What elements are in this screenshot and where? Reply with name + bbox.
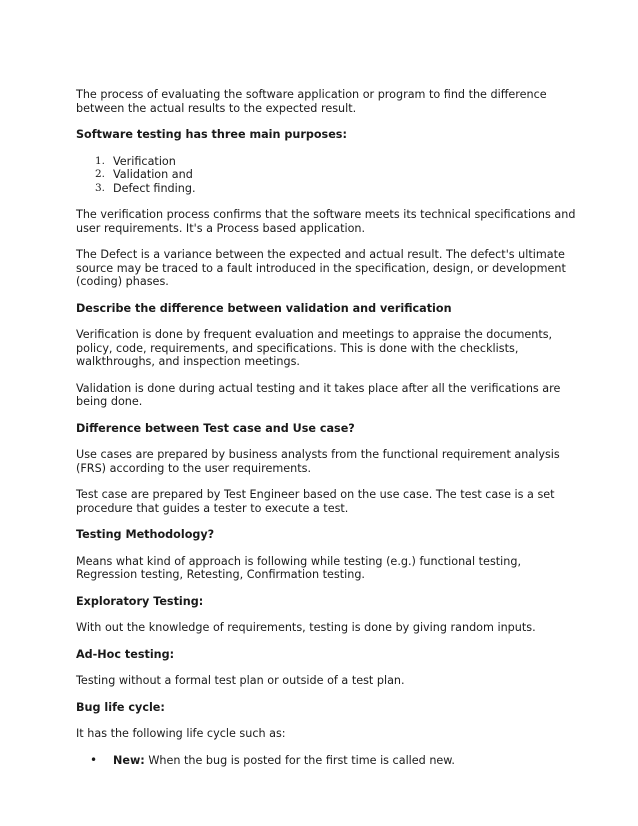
list-item [95, 182, 576, 196]
tc-uc-heading: Difference between Test case and Use case? [76, 421, 355, 435]
list-item-text [113, 754, 455, 768]
defect-paragraph: The Defect is a variance between the expected and actual result. The defect's ultimate source may be traced to a fault introduced in the specification, design, or development (coding) phases. [76, 248, 566, 288]
purposes-heading: Software testing has three main purposes: [76, 128, 347, 141]
list-number: 1. [95, 154, 106, 167]
adhoc-heading: Ad-Hoc testing: [76, 647, 175, 661]
list-item-text: Verification [113, 154, 176, 168]
list-number: 3. [95, 181, 106, 194]
list-item-text: Validation and [113, 168, 193, 181]
document-page [76, 88, 576, 767]
state-term: New: [113, 753, 145, 767]
exploratory-heading: Exploratory Testing: [76, 594, 204, 608]
test-case-paragraph: Test case are prepared by Test Engineer based on the use case. The test case is a set procedure that guides a tester to execute a test. [76, 488, 555, 515]
bug-paragraph: It has the following life cycle such as: [76, 727, 286, 740]
list-number: 2. [95, 168, 106, 180]
verification-paragraph: The verification process confirms that the software meets its technical specifications and user requirements. It's a Process based application. [76, 208, 576, 235]
intro-paragraph: The process of evaluating the software application or program to find the difference between the actual results to the expected result. [76, 88, 547, 115]
methodology-heading: Testing Methodology? [76, 528, 215, 541]
list-item [90, 754, 576, 768]
purposes-list [76, 155, 576, 196]
state-description: When the bug is posted for the first time is called new. [144, 753, 455, 767]
methodology-paragraph: Means what kind of approach is following while testing (e.g.) functional testing, Regression testing, Retesting, Confirmation testing. [76, 554, 522, 581]
bug-states-list [76, 754, 576, 768]
verification-description: Verification is done by frequent evaluation and meetings to appraise the documents, policy, code, requirements, and specifications. This is done with the checklists, walkthroughs, and inspection meetings. [76, 328, 553, 368]
vv-heading: Describe the difference between validation and verification [76, 301, 452, 315]
list-item-text: Defect finding. [113, 181, 196, 195]
list-item [95, 155, 576, 169]
exploratory-paragraph: With out the knowledge of requirements, testing is done by giving random inputs. [76, 621, 536, 634]
bug-heading: Bug life cycle: [76, 700, 165, 714]
list-item [95, 168, 576, 182]
adhoc-paragraph: Testing without a formal test plan or outside of a test plan. [76, 674, 405, 687]
use-case-paragraph: Use cases are prepared by business analysts from the functional requirement analysis (FRS) according to the user requirements. [76, 448, 560, 475]
validation-description: Validation is done during actual testing and it takes place after all the verifications are being done. [76, 381, 561, 408]
bullet-icon: • [90, 752, 98, 767]
